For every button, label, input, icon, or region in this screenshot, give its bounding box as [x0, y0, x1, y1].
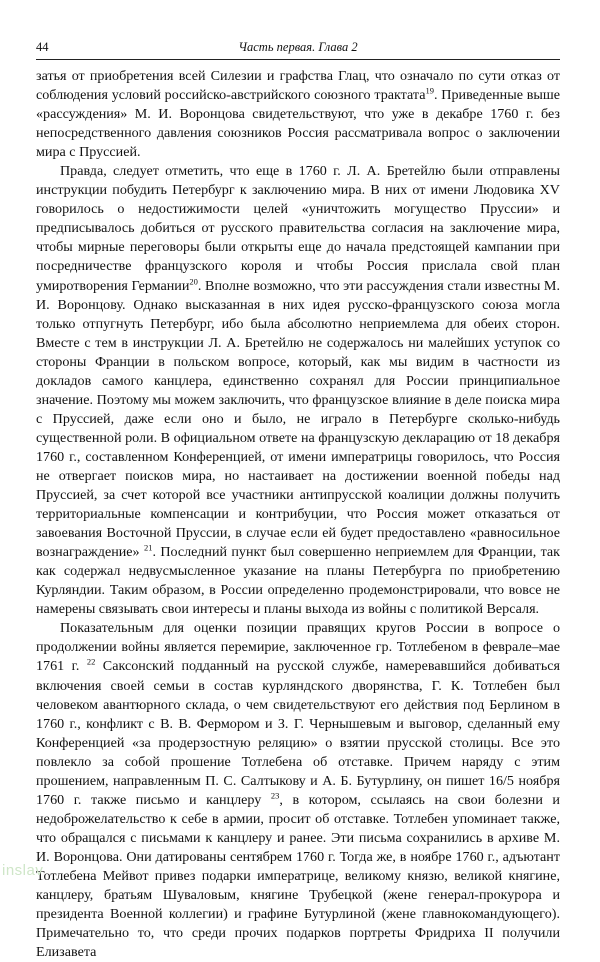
running-head: Часть первая. Глава 2	[238, 40, 358, 54]
footnote-ref-23: 23	[270, 790, 280, 801]
footnote-ref-22: 22	[86, 656, 96, 667]
paragraph-1-text-b: . Приведенные выше «рассуждения» М. И. Воронцова свидетельствуют, что уже в декабре 1760 г. без непосредственного давления союзников Россия рассматривала вопрос о заключении мира с Пруссией.	[36, 87, 560, 161]
page-number: 44	[36, 40, 49, 54]
paragraph-1-text-a: затья от приобретения всей Силезии и графства Глац, что означало по сути отказ от соблюдения условий российско-австрийского союзного трактата	[36, 68, 560, 104]
header-rule	[36, 59, 560, 60]
paragraph-3-text-b: Саксонский подданный на русской службе, намеревавшийся добиваться включения своей семьи в состав курляндского дворянства, Г. К. Тотлебен был человеком авантюрного склада, о чем свидетельствуют его действия под Берлином в 1760 г., конфликт с В. В. Фермором и З. Г. Чернышевым и выговор, сделанный ему Конференцией «за продерзостную реляцию» о взятии прусской столицы. Все это повлекло за собой прошение Тотлебена об отставке. Причем наряду с этим прошением, направленным П. С. Салтыкову и А. Б. Бутурлину, он пишет 16/5 ноября 1760 г. также письмо и канцлеру	[36, 658, 560, 808]
page-header	[36, 40, 560, 60]
paragraph-2	[36, 162, 560, 619]
paragraph-2-text-b: . Вполне возможно, что эти рассуждения стали известны М. И. Воронцову. Однако высказанная в них идея русско-французского союза могла только отпугнуть Петербург, ибо была абсолютно неприемлема для обеих сторон. Вместе с тем в инструкции Л. А. Бретейлю не содержалось ни малейших уступок со стороны Франции в польском вопросе, который, как мы видим в частности из докладов самого канцлера, единственно сохранял для России принципиальное значение. Поэтому мы можем заключить, что французское влияние в деле поиска мира с Пруссией, даже если оно и было, не играло в Петербурге сколько-нибудь существенной роли. В официальном ответе на французскую декларацию от 18 декабря 1760 г., составленном Конференцией, от имени императрицы говорилось, что Россия не отвергает поисков мира, но настаивает на достижении военной победы над Пруссией, за счет которой все участники антипрусской коалиции должны получить территориальные компенсации и контрибуции, что Россия может отказаться от завоевания Восточной Пруссии, в случае если ей будет предоставлено «равносильное вознаграждение»	[36, 277, 560, 561]
paragraph-3-text-c: , в котором, ссылаясь на свои болезни и недоброжелательство к себе в армии, просит об отставке. Тотлебен упоминает также, что обращался с письмами к канцлеру и ранее. Эти письма сохранились в архиве М. И. Воронцова. Они датированы сентябрем 1760 г. Тогда же, в ноябре 1760 г., адъютант Тотлебена Мейвот привез подарки императрице, великому князю, великой княгине, канцлеру, братьям Шуваловым, княгине Трубецкой (жене генерал-прокурора и президента Военной коллегии) и графине Бутурлиной (жене главнокомандующего). Примечательно то, что среди прочих подарков портреты Фридриха II получили Елизавета	[36, 791, 560, 961]
paragraph-2-text-a: Правда, следует отметить, что еще в 1760 г. Л. А. Бретейлю были отправлены инструкции побудить Петербург к заключению мира. В них от имени Людовика XV говорилось о недостижимости целей «уничтожить могущество Пруссии» и предписывалось добиться от русского правительства согласия на заключение мира, чтобы мирные переговоры были открыты еще до начала предстоящей кампании при посредничестве французского короля и чтобы Россия прислала свой план умиротворения Германии	[36, 163, 560, 294]
footnote-ref-19: 19	[425, 85, 434, 96]
paragraph-3-text-a: Показательным для оценки позиции правящих кругов России в вопросе о продолжении войны является перемирие, заключенное гр. Тотлебеном в феврале–мае 1761 г.	[36, 620, 560, 675]
body-text	[36, 67, 560, 962]
paragraph-3	[36, 619, 560, 962]
paragraph-1	[36, 67, 560, 162]
footnote-ref-21: 21	[143, 542, 153, 553]
footnote-ref-20: 20	[189, 275, 198, 286]
watermark-logo: inslav	[2, 862, 44, 879]
paragraph-2-text-c: . Последний пункт был совершенно неприемлем для Франции, так как содержал недвусмысленное указание на планы Петербурга по приобретению Курляндии. Таким образом, в России определенно продемонстрировали, что вовсе не намерены связывать свои интересы и планы выхода из войны с политикой Версаля.	[36, 544, 560, 618]
